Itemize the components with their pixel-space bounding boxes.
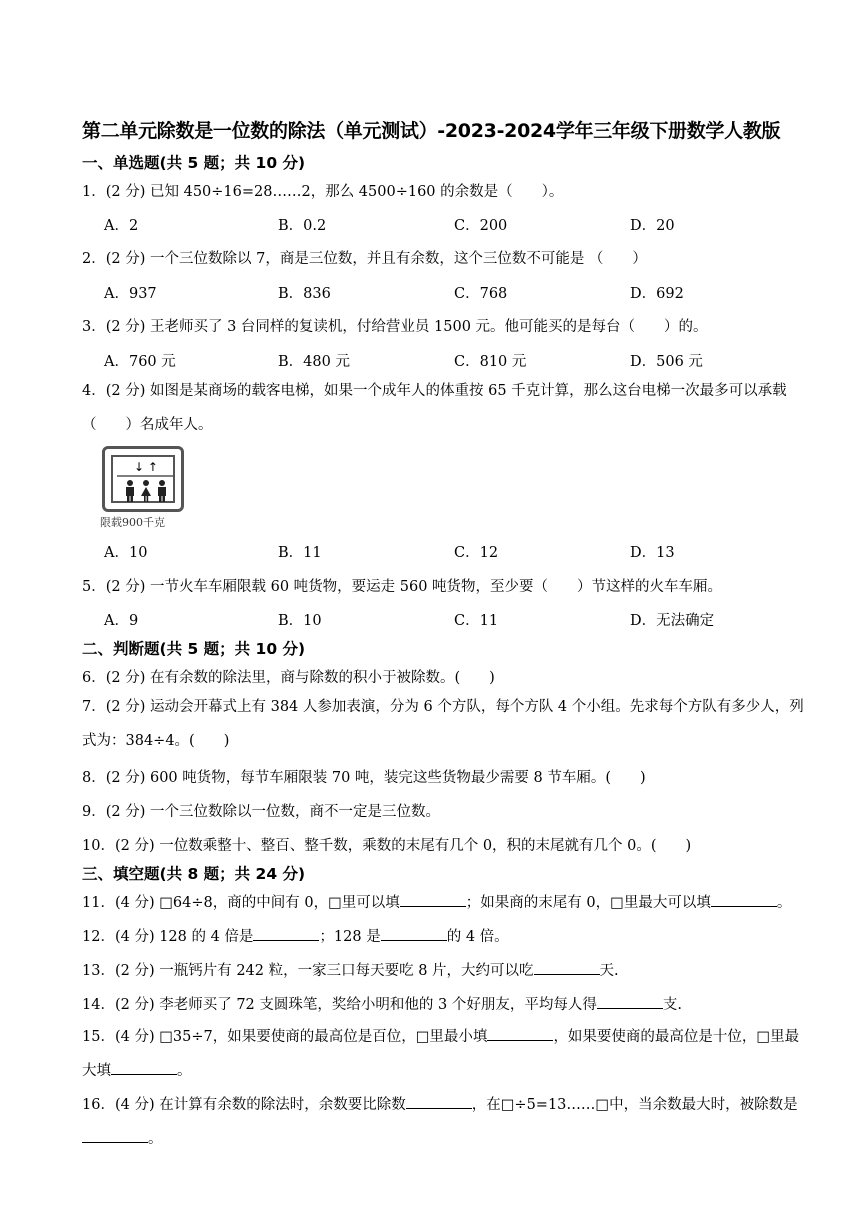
question-text: 11．(4 分) □64÷8，商的中间有 0，□里可以填 <box>82 895 400 911</box>
answer-blank[interactable] <box>82 1128 148 1143</box>
question-13 <box>82 959 619 980</box>
option-c: C．12 <box>454 545 499 561</box>
option-d: D．13 <box>630 545 675 561</box>
option-b: B．10 <box>278 613 322 629</box>
elevator-people-icon <box>113 457 179 507</box>
elevator-load-caption: 限载900千克 <box>100 516 165 529</box>
question-text: 天. <box>599 963 619 979</box>
elevator-arrows-icon: ↓ ↑ <box>134 460 158 474</box>
question-9: 9．(2 分) 一个三位数除以一位数，商不一定是三位数。 <box>82 804 440 820</box>
question-text: 。 <box>177 1063 192 1079</box>
option-a: A．760 元 <box>104 354 176 370</box>
question-16 <box>82 1088 808 1156</box>
option-d: D．无法确定 <box>630 613 715 629</box>
question-5: 5．(2 分) 一节火车车厢限载 60 吨货物，要运走 560 吨货物，至少要（ ）节这样的火车车厢。 <box>82 579 723 595</box>
answer-blank[interactable] <box>597 994 663 1009</box>
option-c: C．11 <box>454 613 499 629</box>
question-text: ；128 是 <box>319 929 381 945</box>
option-c: C．810 元 <box>454 354 527 370</box>
question-1: 1．(2 分) 已知 450÷16=28……2，那么 4500÷160 的余数是（ ）。 <box>82 184 564 200</box>
section-heading-single-choice: 一、单选题(共 5 题；共 10 分) <box>82 154 306 172</box>
question-text: ，在□÷5=13……□中，当余数最大时，被除数是 <box>471 1097 798 1113</box>
elevator-sign-image <box>102 446 184 512</box>
answer-blank[interactable] <box>400 892 466 907</box>
question-3-options <box>104 350 824 370</box>
question-10: 10．(2 分) 一位数乘整十、整百、整千数，乘数的末尾有几个 0，积的末尾就有几个 0。( ) <box>82 838 692 854</box>
option-a: A．10 <box>104 545 148 561</box>
question-text: 支. <box>662 997 682 1013</box>
question-8: 8．(2 分) 600 吨货物，每节车厢限装 70 吨，装完这些货物最少需要 8 节车厢。( ) <box>82 770 646 786</box>
page-title: 第二单元除数是一位数的除法（单元测试）-2023-2024学年三年级下册数学人教版 <box>82 120 781 142</box>
question-text: ；如果商的末尾有 0，□里最大可以填 <box>465 895 711 911</box>
section-heading-true-false: 二、判断题(共 5 题；共 10 分) <box>82 640 306 658</box>
question-text: 。 <box>148 1131 163 1147</box>
option-d: D．20 <box>630 218 675 234</box>
question-2: 2．(2 分) 一个三位数除以 7，商是三位数，并且有余数，这个三位数不可能是 （ ） <box>82 251 647 267</box>
question-text: ，如果要使商的最高位是十位，□里最大填 <box>82 1029 800 1079</box>
question-12 <box>82 925 509 946</box>
question-text: 12．(4 分) 128 的 4 倍是 <box>82 929 254 945</box>
question-2-options <box>104 282 824 302</box>
answer-blank[interactable] <box>253 926 319 941</box>
answer-blank[interactable] <box>711 892 777 907</box>
question-14 <box>82 993 682 1014</box>
question-11 <box>82 891 791 912</box>
option-d: D．506 元 <box>630 354 703 370</box>
question-text: 15．(4 分) □35÷7，如果要使商的最高位是百位，□里最小填 <box>82 1029 488 1045</box>
question-15 <box>82 1020 808 1088</box>
option-b: B．480 元 <box>278 354 350 370</box>
question-6: 6．(2 分) 在有余数的除法里，商与除数的积小于被除数。( ) <box>82 670 495 686</box>
option-b: B．11 <box>278 545 322 561</box>
question-text: 14．(2 分) 李老师买了 72 支圆珠笔，奖给小明和他的 3 个好朋友，平均每人得 <box>82 997 597 1013</box>
option-a: A．937 <box>104 286 157 302</box>
answer-blank[interactable] <box>111 1060 177 1075</box>
question-5-options <box>104 609 824 629</box>
option-d: D．692 <box>630 286 684 302</box>
option-a: A．9 <box>104 613 139 629</box>
question-1-options <box>104 214 824 234</box>
option-b: B．836 <box>278 286 331 302</box>
question-text: 。 <box>776 895 792 911</box>
question-3: 3．(2 分) 王老师买了 3 台同样的复读机，付给营业员 1500 元。他可能买的是每台（ ）的。 <box>82 319 708 335</box>
option-b: B．0.2 <box>278 218 327 234</box>
question-text: 16．(4 分) 在计算有余数的除法时，余数要比除数 <box>82 1097 406 1113</box>
question-text: 的 4 倍。 <box>446 929 509 945</box>
option-c: C．200 <box>454 218 508 234</box>
section-heading-fill-blank: 三、填空题(共 8 题；共 24 分) <box>82 865 306 883</box>
question-4: 4．(2 分) 如图是某商场的载客电梯，如果一个成年人的体重按 65 千克计算，那么这台电梯一次最多可以承载（ ）名成年人。 <box>82 383 787 433</box>
answer-blank[interactable] <box>534 960 600 975</box>
answer-blank[interactable] <box>487 1026 553 1041</box>
answer-blank[interactable] <box>406 1094 472 1109</box>
elevator-sign-frame <box>111 455 175 503</box>
question-4-options <box>104 541 824 561</box>
answer-blank[interactable] <box>381 926 447 941</box>
option-a: A．2 <box>104 218 139 234</box>
option-c: C．768 <box>454 286 508 302</box>
question-7: 7．(2 分) 运动会开幕式上有 384 人参加表演，分为 6 个方队，每个方队 4 个小组。先求每个方队有多少人，列式为：384÷4。( ) <box>82 699 804 749</box>
question-text: 13．(2 分) 一瓶钙片有 242 粒，一家三口每天要吃 8 片，大约可以吃 <box>82 963 534 979</box>
